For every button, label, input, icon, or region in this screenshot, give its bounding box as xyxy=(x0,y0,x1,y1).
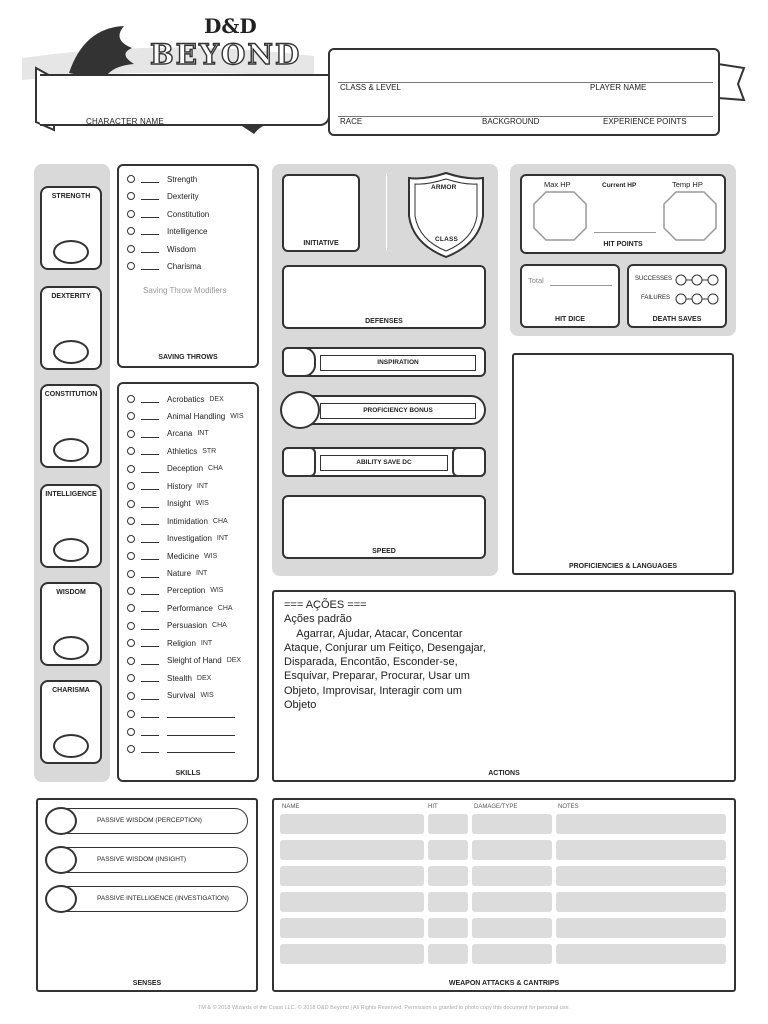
proficiency-circle[interactable] xyxy=(127,674,135,682)
skill-attribute: INT xyxy=(197,430,209,438)
skill-name: Deception xyxy=(167,464,204,474)
proficiency-circle[interactable] xyxy=(127,465,135,473)
player-name-label: PLAYER NAME xyxy=(590,83,647,92)
skill-name: Religion xyxy=(167,638,196,648)
temp-hp-label: Temp HP xyxy=(672,180,703,189)
proficiency-circle[interactable] xyxy=(127,517,135,525)
skill-attribute: WIS xyxy=(210,587,224,595)
skill-attribute: CHA xyxy=(217,604,233,612)
proficiency-circle[interactable] xyxy=(127,657,135,665)
skill-attribute: DEX xyxy=(196,674,212,682)
weapon-cell[interactable] xyxy=(428,892,468,912)
skill-attribute: CHA xyxy=(212,622,227,630)
saving-throw-modifiers: Saving Throw Modifiers xyxy=(143,286,227,295)
ability-dexterity[interactable]: DEXTERITY xyxy=(40,286,102,370)
passive-investigation[interactable]: PASSIVE INTELLIGENCE (INVESTIGATION) xyxy=(46,886,248,912)
proficiency-circle[interactable] xyxy=(127,395,135,403)
weapon-cell[interactable] xyxy=(472,918,552,938)
experience-points-label: EXPERIENCE POINTS xyxy=(603,117,687,126)
ability-wisdom[interactable]: WISDOM xyxy=(40,582,102,666)
proficiency-circle[interactable] xyxy=(127,482,135,490)
skill-row[interactable] xyxy=(127,584,223,598)
skill-name: Perception xyxy=(167,586,206,596)
skill-attribute: INT xyxy=(200,639,213,647)
skill-name: History xyxy=(167,481,192,491)
save-row[interactable]: Charisma xyxy=(127,259,201,273)
skill-name: Survival xyxy=(167,691,196,701)
proficiency-circle[interactable] xyxy=(127,587,135,595)
ability-charisma[interactable]: CHARISMA xyxy=(40,680,102,764)
skill-row-blank[interactable] xyxy=(127,707,243,721)
weapon-cell[interactable] xyxy=(556,866,726,886)
skill-attribute: WIS xyxy=(195,500,209,508)
weapon-cell[interactable] xyxy=(280,814,424,834)
successes-label: SUCCESSES xyxy=(635,276,673,282)
skill-attribute: INT xyxy=(196,570,208,577)
hit-dice-box[interactable]: Total HIT DICE xyxy=(520,264,620,328)
inspiration-box[interactable]: INSPIRATION xyxy=(282,347,486,377)
weapon-cell[interactable] xyxy=(428,814,468,834)
race-label: RACE xyxy=(340,117,363,126)
proficiency-circle[interactable] xyxy=(127,430,135,438)
senses-box: SENSES xyxy=(36,798,258,992)
skill-name: Nature xyxy=(167,569,192,578)
skill-row[interactable] xyxy=(127,514,228,528)
weapon-header-notes: NOTES xyxy=(558,804,579,810)
proficiency-circle[interactable] xyxy=(127,447,135,455)
max-hp-octagon[interactable] xyxy=(532,190,588,242)
ability-strength[interactable]: STRENGTH xyxy=(40,186,102,270)
skill-attribute: STR xyxy=(202,447,217,455)
skills-title: SKILLS xyxy=(175,770,201,777)
weapon-cell[interactable] xyxy=(280,944,424,964)
save-row[interactable]: Constitution xyxy=(127,207,209,221)
weapon-header-hit: HIT xyxy=(428,804,438,810)
weapon-cell[interactable] xyxy=(280,866,424,886)
skills-box xyxy=(117,382,259,782)
weapon-cell[interactable] xyxy=(280,918,424,938)
weapon-cell[interactable] xyxy=(556,814,726,834)
skill-attribute: DEX xyxy=(209,395,224,403)
skill-name: Persuasion xyxy=(167,621,208,631)
proficiency-circle[interactable] xyxy=(127,500,135,508)
weapon-cell[interactable] xyxy=(556,892,726,912)
skill-name: Athletics xyxy=(167,446,198,456)
skill-attribute: INT xyxy=(196,482,209,490)
proficiency-circle[interactable] xyxy=(127,412,135,420)
skill-attribute: INT xyxy=(216,535,229,543)
ability-intelligence[interactable]: INTELLIGENCE xyxy=(40,484,102,568)
weapon-header-name: NAME xyxy=(282,804,300,810)
weapon-cell[interactable] xyxy=(428,918,468,938)
weapon-cell[interactable] xyxy=(556,918,726,938)
passive-insight[interactable]: PASSIVE WISDOM (INSIGHT) xyxy=(46,847,248,873)
proficiency-circle[interactable] xyxy=(127,604,135,612)
proficiency-circle[interactable] xyxy=(127,692,135,700)
skill-name: Animal Handling xyxy=(167,411,226,421)
weapon-cell[interactable] xyxy=(428,944,468,964)
skill-name: Arcana xyxy=(167,429,193,439)
skill-name: Stealth xyxy=(167,673,192,683)
save-row[interactable]: Dexterity xyxy=(127,189,199,203)
skill-row[interactable] xyxy=(127,462,223,476)
skill-name: Medicine xyxy=(167,551,200,561)
defenses-box[interactable]: DEFENSES xyxy=(282,265,486,329)
dnd-logo: D&D xyxy=(204,14,257,38)
weapon-cell[interactable] xyxy=(472,814,552,834)
skill-name: Sleight of Hand xyxy=(167,656,222,666)
skill-row[interactable] xyxy=(127,392,224,406)
skill-row[interactable] xyxy=(127,497,209,511)
weapon-cell[interactable] xyxy=(556,840,726,860)
skill-row-blank[interactable] xyxy=(127,742,243,756)
skill-attribute: WIS xyxy=(204,552,218,560)
skill-attribute: WIS xyxy=(200,692,214,700)
hit-points-box[interactable]: Max HP Current HP Temp HP HIT POINTS xyxy=(520,174,726,254)
death-save-circles[interactable] xyxy=(675,273,719,313)
weapon-cell[interactable] xyxy=(280,892,424,912)
skill-row[interactable] xyxy=(127,619,227,633)
weapon-attacks-box: WEAPON ATTACKS & CANTRIPS xyxy=(272,798,736,992)
save-row[interactable]: Intelligence xyxy=(127,224,207,238)
actions-text: === AÇÕES === Ações padrão Agarrar, Ajudar, Atacar, Concentar Ataque, Conjurar um Feitiço, Desengajar, Disparada, Encontão, Esconder-se, Esquivar, Preparar, Procurar, Usar um Objeto, Improvisar, Interagir com um Objeto xyxy=(284,599,486,712)
skill-name: Performance xyxy=(167,603,213,613)
proficiency-circle[interactable] xyxy=(127,570,135,578)
proficiencies-box[interactable]: PROFICIENCIES & LANGUAGES xyxy=(512,353,734,575)
saving-throws-box xyxy=(117,164,259,368)
skill-attribute: DEX xyxy=(226,657,242,665)
skill-row[interactable] xyxy=(127,427,209,441)
passive-perception[interactable]: PASSIVE WISDOM (PERCEPTION) xyxy=(46,808,248,834)
ability-save-dc-box[interactable]: ABILITY SAVE DC xyxy=(282,447,486,477)
speed-box[interactable]: SPEED xyxy=(282,495,486,559)
weapon-cell[interactable] xyxy=(472,840,552,860)
death-saves-box[interactable]: SUCCESSES FAILURES DEATH SAVES xyxy=(627,264,727,328)
weapon-cell[interactable] xyxy=(472,866,552,886)
initiative-box[interactable]: INITIATIVE xyxy=(282,174,360,252)
proficiency-circle[interactable] xyxy=(127,552,135,560)
current-hp-label: Current HP xyxy=(602,182,637,189)
skill-row[interactable] xyxy=(127,549,217,563)
save-row[interactable]: Strength xyxy=(127,172,197,186)
skill-attribute: CHA xyxy=(212,517,228,525)
skill-row[interactable] xyxy=(127,636,212,650)
weapon-cell[interactable] xyxy=(472,944,552,964)
saving-throws-title: SAVING THROWS xyxy=(158,354,218,361)
skill-attribute: CHA xyxy=(208,465,223,473)
skill-row-blank[interactable] xyxy=(127,725,243,739)
weapon-cell[interactable] xyxy=(428,840,468,860)
ability-constitution[interactable]: CONSTITUTION xyxy=(40,384,102,468)
skill-name: Intimidation xyxy=(167,516,208,526)
armor-label: ARMOR xyxy=(431,184,457,191)
footer-copyright: TM & © 2018 Wizards of the Coast LLC. © 2018 D&D Beyond | All Rights Reserved. Permission is granted to photo copy this document for personal use. xyxy=(197,1005,571,1011)
actions-box[interactable]: === AÇÕES === Ações padrão Agarrar, Ajudar, Atacar, Concentar Ataque, Conjurar um Feitiço, Desengajar, Disparada, Encontão, Esconder-se, Esquivar, Preparar, Procurar, Usar um Objeto, Improvisar, Interagir com um Objeto ACTIONS xyxy=(272,590,736,782)
total-label: Total xyxy=(528,276,544,285)
skill-row[interactable] xyxy=(127,532,228,546)
skill-row[interactable] xyxy=(127,601,233,615)
character-name-label: CHARACTER NAME xyxy=(86,117,164,126)
skill-row[interactable] xyxy=(127,654,241,668)
skill-row[interactable] xyxy=(127,567,207,581)
max-hp-label: Max HP xyxy=(544,180,571,189)
weapon-header-damage: DAMAGE/TYPE xyxy=(474,804,518,810)
skill-attribute: WIS xyxy=(230,412,244,420)
skill-name: Acrobatics xyxy=(167,394,205,404)
weapon-cell[interactable] xyxy=(556,944,726,964)
class-label: CLASS xyxy=(435,236,459,243)
skill-row[interactable] xyxy=(127,689,214,703)
temp-hp-octagon[interactable] xyxy=(662,190,718,242)
proficiency-bonus-box[interactable]: PROFICIENCY BONUS xyxy=(282,395,486,425)
beyond-logo: BEYOND xyxy=(150,38,302,71)
weapon-cell[interactable] xyxy=(428,866,468,886)
character-name-field[interactable] xyxy=(40,74,330,126)
skill-name: Insight xyxy=(167,499,191,509)
save-row[interactable]: Wisdom xyxy=(127,242,196,256)
class-level-label: CLASS & LEVEL xyxy=(340,83,401,92)
scroll-end xyxy=(718,60,748,110)
skill-row[interactable] xyxy=(127,444,216,458)
proficiency-circle[interactable] xyxy=(127,622,135,630)
skill-row[interactable] xyxy=(127,409,244,423)
background-label: BACKGROUND xyxy=(482,117,540,126)
proficiency-circle[interactable] xyxy=(127,639,135,647)
skill-name: Investigation xyxy=(167,534,212,544)
proficiency-circle[interactable] xyxy=(127,535,135,543)
weapon-cell[interactable] xyxy=(280,840,424,860)
skill-row[interactable] xyxy=(127,479,208,493)
failures-label: FAILURES xyxy=(641,295,671,301)
skill-row[interactable] xyxy=(127,671,211,685)
weapon-cell[interactable] xyxy=(472,892,552,912)
